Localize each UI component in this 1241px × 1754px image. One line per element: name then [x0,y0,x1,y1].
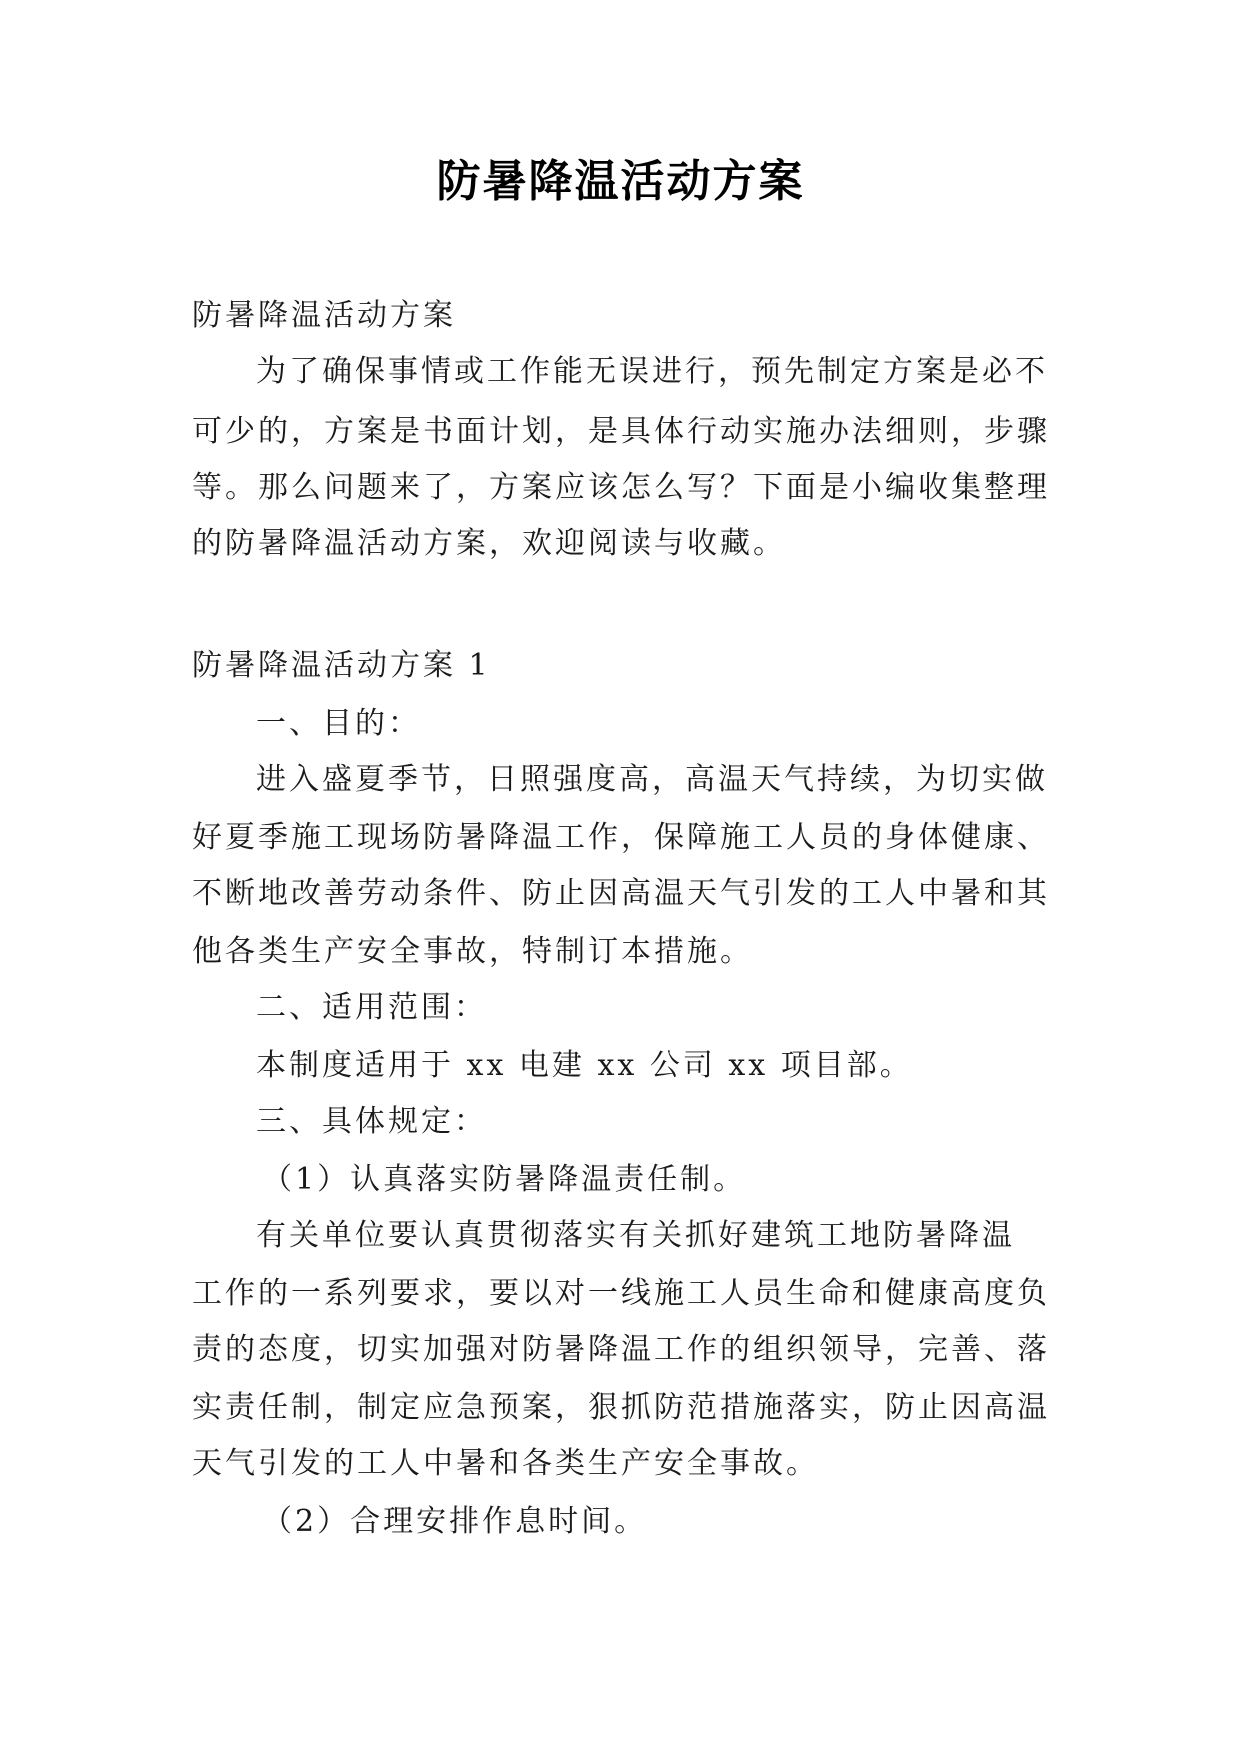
paragraph-line: 责的态度，切实加强对防暑降温工作的组织领导，完善、落 [192,1332,1050,1367]
paragraph-line: 为了确保事情或工作能无误进行，预先制定方案是必不 [256,354,1048,389]
paragraph-line: 等。那么问题来了，方案应该怎么写？下面是小编收集整理 [192,470,1050,505]
paragraph-line: 实责任制，制定应急预案，狠抓防范措施落实，防止因高温 [192,1390,1050,1425]
document-title: 防暑降温活动方案 [436,156,805,207]
paragraph-line: 工作的一系列要求，要以对一线施工人员生命和健康高度负 [192,1276,1050,1311]
paragraph-line: 有关单位要认真贯彻落实有关抓好建筑工地防暑降温 [256,1218,1015,1253]
subheading-rules: 三、具体规定： [256,1104,487,1139]
section-heading-intro: 防暑降温活动方案 [192,298,456,333]
paragraph-line: 本制度适用于 xx 电建 xx 公司 xx 项目部。 [256,1048,913,1083]
paragraph-line: 可少的，方案是书面计划，是具体行动实施办法细则，步骤 [192,414,1050,449]
paragraph-line: 他各类生产安全事故，特制订本措施。 [192,934,753,969]
paragraph-line: 好夏季施工现场防暑降温工作，保障施工人员的身体健康、 [192,820,1050,855]
rule-item-2: （2）合理安排作息时间。 [262,1504,648,1539]
subheading-purpose: 一、目的： [256,706,421,741]
paragraph-line: 进入盛夏季节，日照强度高，高温天气持续，为切实做 [256,762,1048,797]
section-heading-plan-1: 防暑降温活动方案 1 [192,648,491,683]
paragraph-line: 的防暑降温活动方案，欢迎阅读与收藏。 [192,526,786,561]
paragraph-line: 不断地改善劳动条件、防止因高温天气引发的工人中暑和其 [192,876,1050,911]
paragraph-line: 天气引发的工人中暑和各类生产安全事故。 [192,1446,819,1481]
rule-item-1: （1）认真落实防暑降温责任制。 [262,1162,747,1197]
subheading-scope: 二、适用范围： [256,990,487,1025]
